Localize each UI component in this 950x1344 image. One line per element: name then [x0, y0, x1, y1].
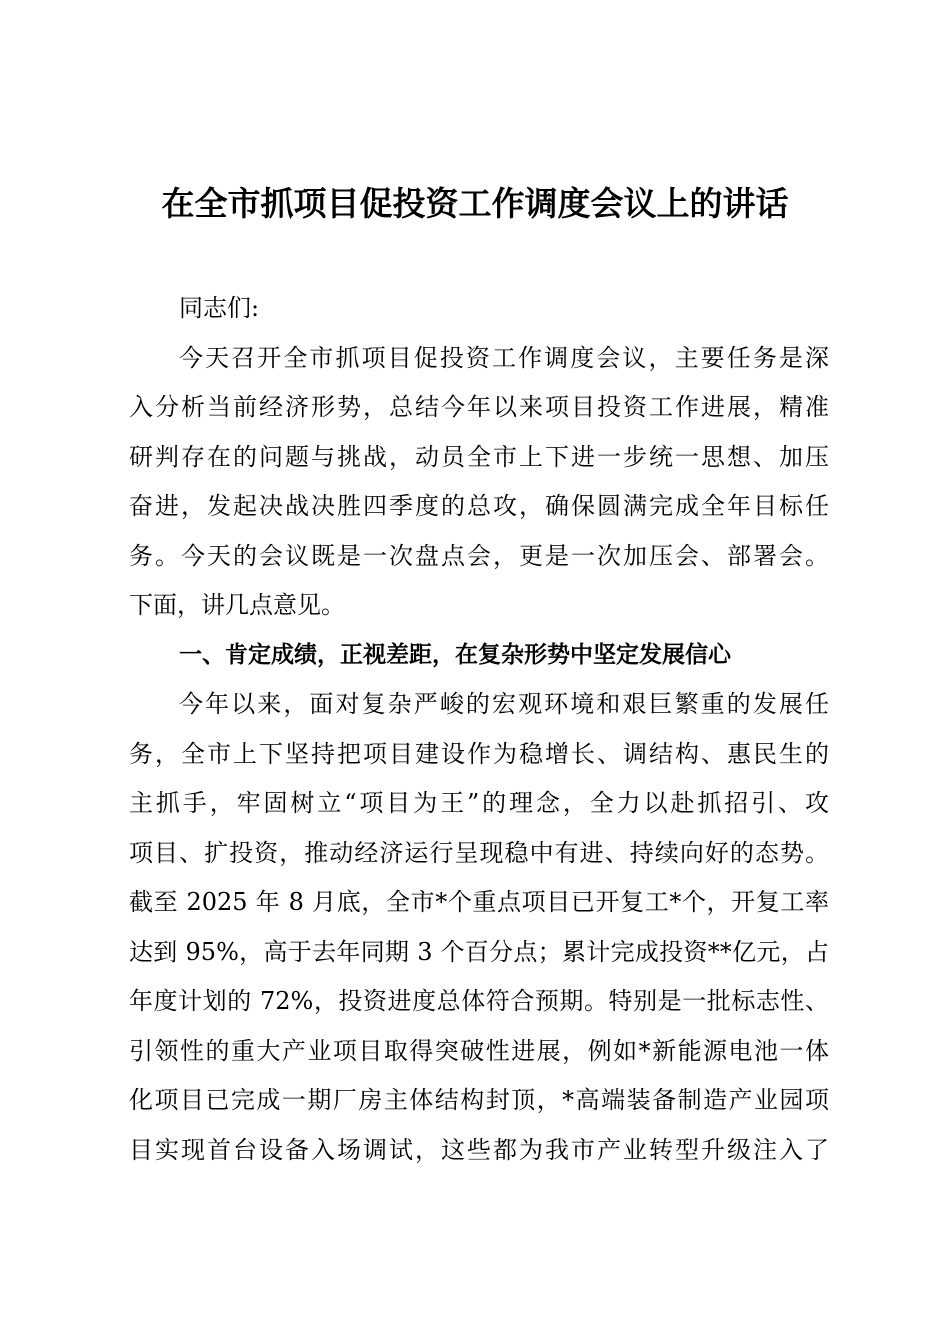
paragraph-line: 务，全市上下坚持把项目建设作为稳增长、调结构、惠民生的: [129, 739, 829, 768]
section-heading: 一、肯定成绩，正视差距，在复杂形势中坚定发展信心: [179, 641, 731, 668]
paragraph-line: 务。今天的会议既是一次盘点会，更是一次加压会、部署会。: [129, 541, 829, 570]
document-body: [129, 284, 829, 1175]
paragraph-line: 目实现首台设备入场调试，这些都为我市产业转型升级注入了: [129, 1135, 829, 1164]
paragraph-line: 研判存在的问题与挑战，动员全市上下进一步统一思想、加压: [129, 442, 829, 471]
paragraph-line: 引领性的重大产业项目取得突破性进展，例如*新能源电池一体: [129, 1036, 829, 1065]
paragraph-line: 奋进，发起决战决胜四季度的总攻，确保圆满完成全年目标任: [129, 492, 829, 520]
paragraph-line: 年度计划的 72%，投资进度总体符合预期。特别是一批标志性、: [129, 987, 829, 1015]
paragraph-line: 截至 2025 年 8 月底，全市*个重点项目已开复工*个，开复工率: [129, 888, 829, 916]
paragraph-line: 主抓手，牢固树立“项目为王”的理念，全力以赴抓招引、攻: [129, 789, 829, 817]
paragraph-line: 同志们:: [179, 294, 260, 322]
paragraph-line: 下面，讲几点意见。: [129, 591, 345, 619]
paragraph-line: 项目、扩投资，推动经济运行呈现稳中有进、持续向好的态势。: [129, 838, 829, 867]
document-title: 在全市抓项目促投资工作调度会议上的讲话: [161, 184, 789, 223]
paragraph-line: 达到 95%，高于去年同期 3 个百分点；累计完成投资**亿元，占: [129, 937, 829, 966]
paragraph-line: 今年以来，面对复杂严峻的宏观环境和艰巨繁重的发展任: [179, 690, 829, 718]
paragraph-line: 化项目已完成一期厂房主体结构封顶，*高端装备制造产业园项: [129, 1086, 829, 1114]
paragraph-line: 今天召开全市抓项目促投资工作调度会议，主要任务是深: [179, 343, 829, 372]
paragraph-line: 入分析当前经济形势，总结今年以来项目投资工作进展，精准: [129, 393, 829, 421]
